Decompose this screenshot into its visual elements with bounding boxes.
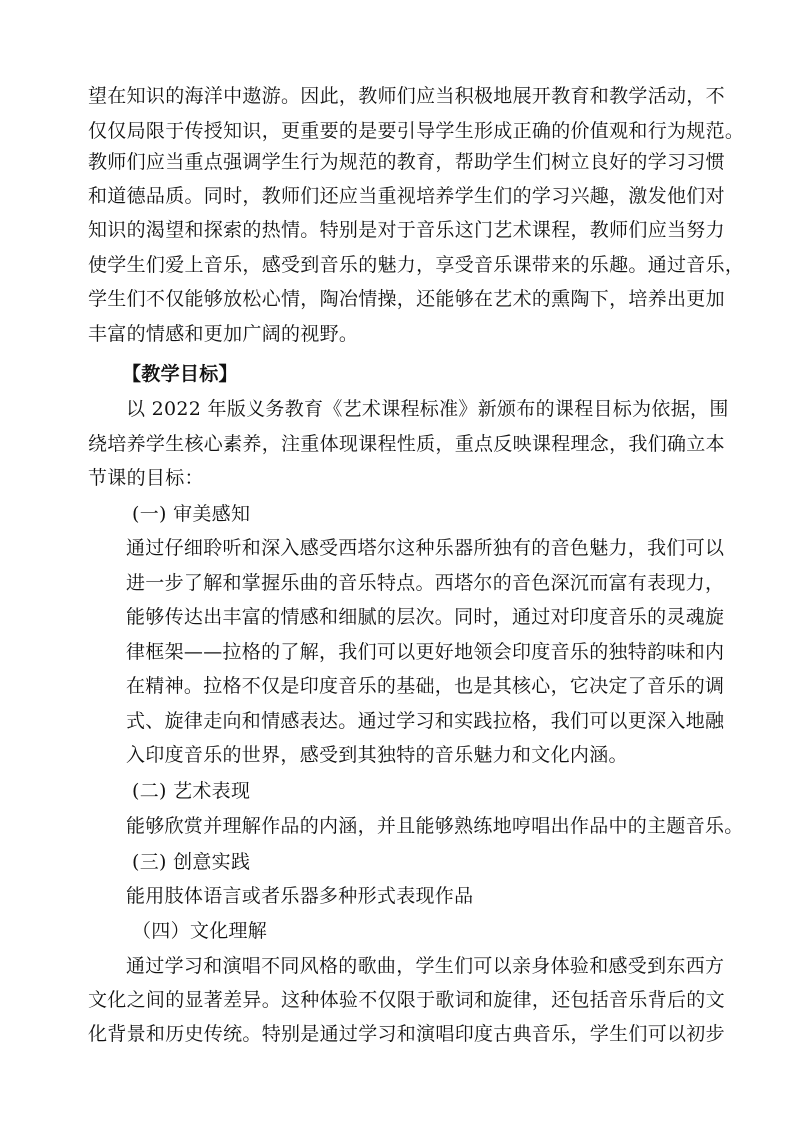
text-line: 文化之间的显著差异。这种体验不仅限于歌词和旋律，还包括音乐背后的文 [88, 989, 725, 1011]
text-line: 能够欣赏并理解作品的内涵，并且能够熟练地哼唱出作品中的主题音乐。 [126, 815, 744, 837]
subsection-heading: （四）文化理解 [132, 920, 268, 942]
subsection-heading: (三) 创意实践 [132, 851, 251, 873]
subsection-heading: (二) 艺术表现 [132, 780, 251, 802]
text-line: 知识的渴望和探索的热情。特别是对于音乐这门艺术课程，教师们应当努力 [88, 219, 725, 241]
text-line: 使学生们爱上音乐，感受到音乐的魅力，享受音乐课带来的乐趣。通过音乐， [88, 254, 745, 276]
text-line: 通过仔细聆听和深入感受西塔尔这种乐器所独有的音色魅力，我们可以 [126, 537, 725, 559]
text-line: 教师们应当重点强调学生行为规范的教育，帮助学生们树立良好的学习习惯 [88, 151, 725, 173]
text-line: 以 2022 年版义务教育《艺术课程标准》新颁布的课程目标为依据，围 [126, 398, 729, 420]
text-line: 仅仅局限于传授知识，更重要的是要引导学生形成正确的价值观和行为规范。 [88, 120, 745, 142]
text-line: 化背景和历史传统。特别是通过学习和演唱印度古典音乐，学生们可以初步 [88, 1023, 725, 1045]
text-line: 学生们不仅能够放松心情，陶冶情操，还能够在艺术的熏陶下，培养出更加 [88, 288, 725, 310]
text-line: 和道德品质。同时，教师们还应当重视培养学生们的学习兴趣，激发他们对 [88, 185, 725, 207]
text-line: 绕培养学生核心素养，注重体现课程性质，重点反映课程理念，我们确立本 [88, 433, 725, 455]
text-line: 通过学习和演唱不同风格的歌曲，学生们可以亲身体验和感受到东西方 [126, 955, 725, 977]
subsection-heading: (一) 审美感知 [132, 503, 251, 525]
text-line: 进一步了解和掌握乐曲的音乐特点。西塔尔的音色深沉而富有表现力， [126, 572, 725, 594]
section-heading: 【教学目标】 [122, 363, 238, 385]
text-line: 入印度音乐的世界，感受到其独特的音乐魅力和文化内涵。 [126, 744, 628, 766]
text-line: 能够传达出丰富的情感和细腻的层次。同时，通过对印度音乐的灵魂旋 [126, 606, 725, 628]
text-line: 能用肢体语言或者乐器多种形式表现作品 [126, 885, 474, 907]
text-line: 节课的目标： [88, 467, 204, 489]
text-line: 望在知识的海洋中遨游。因此，教师们应当积极地展开教育和教学活动，不 [88, 85, 725, 107]
text-line: 律框架——拉格的了解，我们可以更好地领会印度音乐的独特韵味和内 [126, 641, 725, 663]
text-line: 丰富的情感和更加广阔的视野。 [88, 323, 359, 345]
text-line: 式、旋律走向和情感表达。通过学习和实践拉格，我们可以更深入地融 [126, 710, 725, 732]
text-line: 在精神。拉格不仅是印度音乐的基础，也是其核心，它决定了音乐的调 [126, 675, 725, 697]
